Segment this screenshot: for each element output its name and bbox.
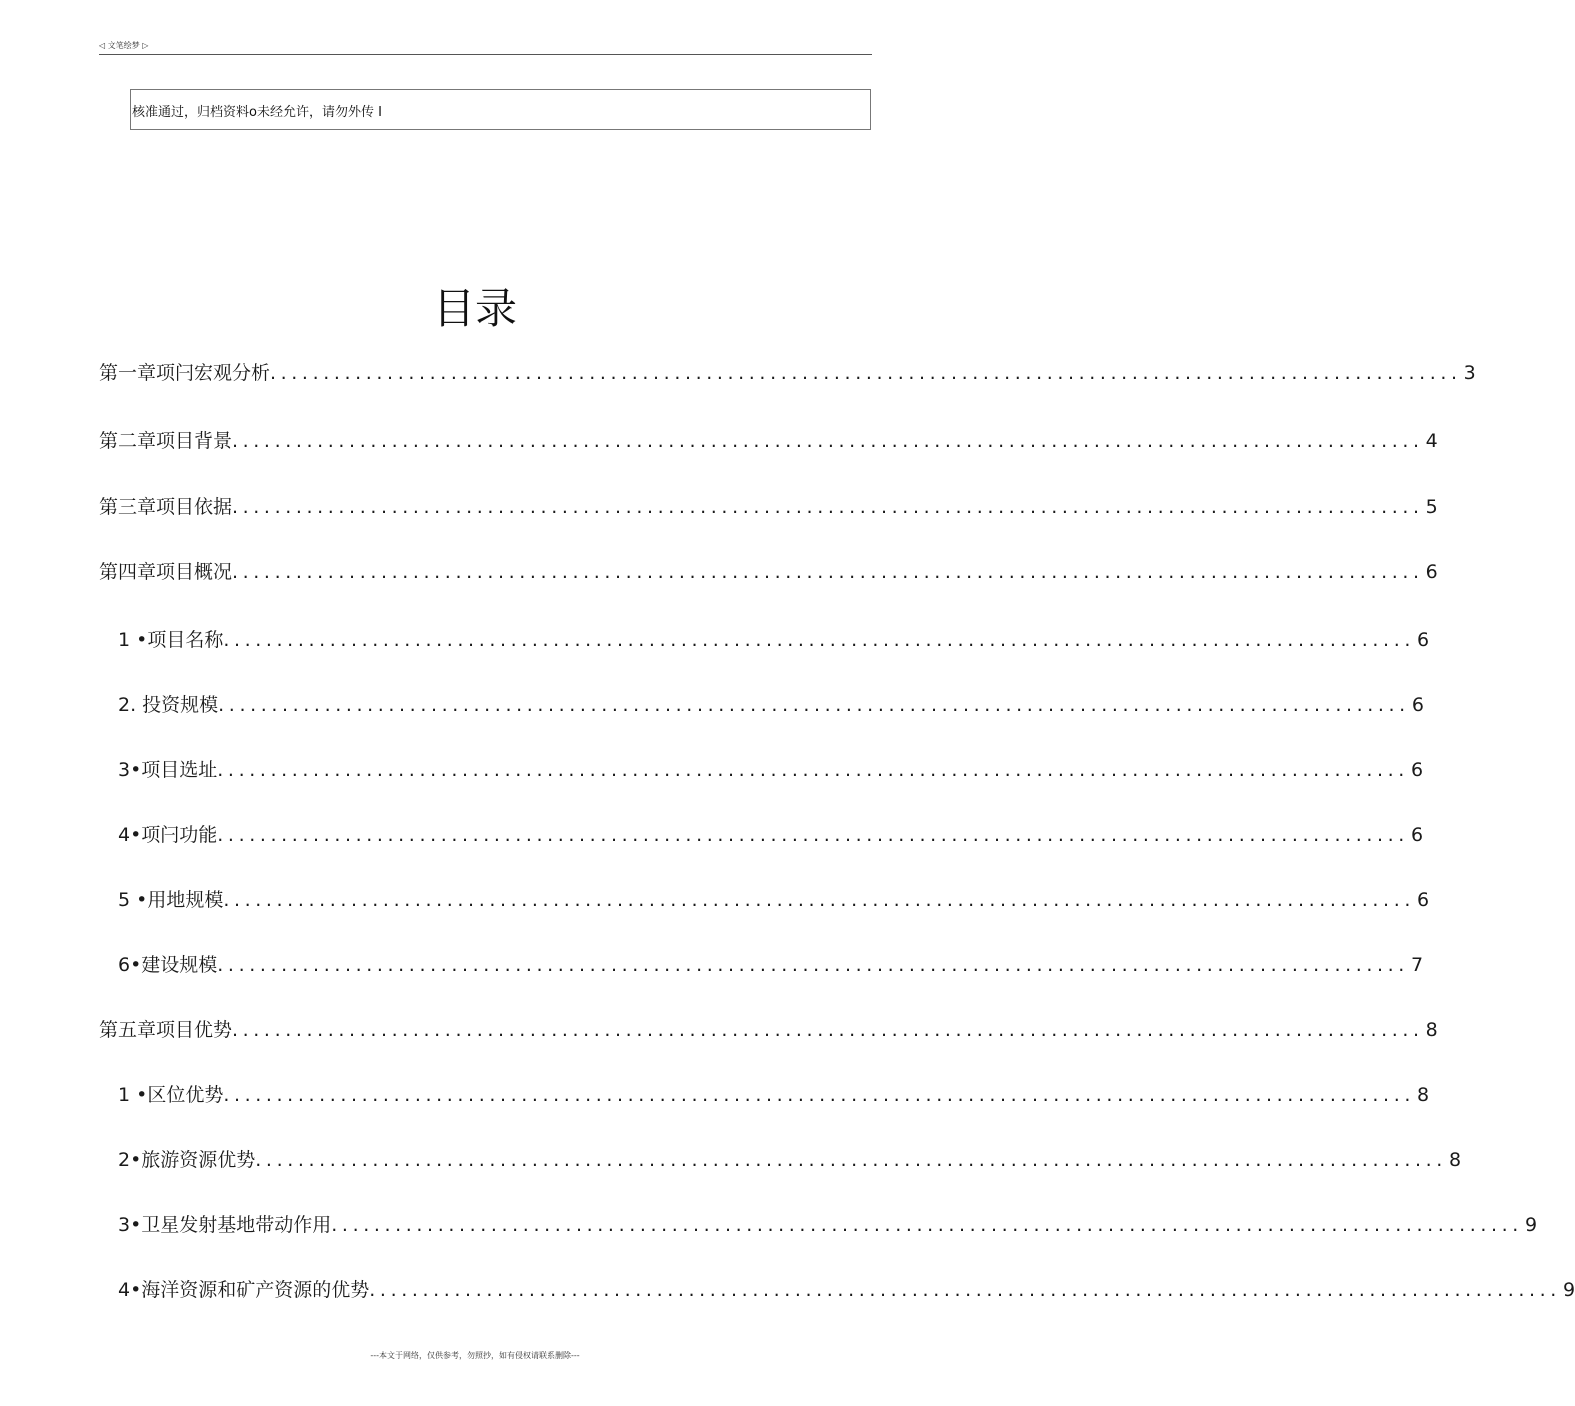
toc-entry-label: 3•卫星发射基地带动作用	[118, 1214, 332, 1236]
toc-dot-leader: ................................................................................................................	[232, 496, 1424, 518]
toc-page-number: 3	[1463, 362, 1476, 384]
toc-entry[interactable]	[118, 887, 1430, 913]
toc-dot-leader: ................................................................................................................	[223, 1084, 1415, 1106]
toc-entry[interactable]	[99, 494, 1438, 520]
toc-entry-label: 4•海洋资源和矿产资源的优势	[118, 1279, 370, 1301]
toc-entry-label: 4•项闩功能	[118, 824, 218, 846]
toc-dot-leader: ................................................................................................................	[369, 1279, 1561, 1301]
toc-page-number: 7	[1410, 954, 1424, 976]
toc-dot-leader: ................................................................................................................	[331, 1214, 1523, 1236]
toc-entry[interactable]	[99, 360, 1476, 386]
notice-text: 核准通过，归档资料o未经允许，请勿外传 I	[132, 105, 382, 120]
toc-page-number: 6	[1410, 824, 1424, 846]
toc-entry[interactable]	[99, 1017, 1438, 1043]
toc-page-number: 6	[1416, 889, 1430, 911]
toc-title: 目录	[432, 284, 517, 333]
toc-page-number: 5	[1425, 496, 1438, 518]
toc-dot-leader: ................................................................................................................	[270, 362, 1462, 384]
toc-page-number: 6	[1416, 629, 1430, 651]
toc-page-number: 9	[1562, 1279, 1575, 1301]
toc-entry-label: 第三章项目依据	[99, 496, 233, 518]
toc-entry-label: 第四章项目概况	[99, 561, 233, 583]
header-divider	[99, 54, 872, 55]
toc-entry-label: 第五章项目优势	[99, 1019, 233, 1041]
toc-dot-leader: ................................................................................................................	[255, 1149, 1447, 1171]
toc-entry-label: 第一章项闩宏观分析	[99, 362, 271, 384]
notice-box	[130, 89, 871, 130]
toc-dot-leader: ................................................................................................................	[218, 694, 1410, 716]
toc-dot-leader: ................................................................................................................	[232, 1019, 1424, 1041]
toc-entry-label: 3•项目选址	[118, 759, 218, 781]
toc-page-number: 9	[1524, 1214, 1538, 1236]
toc-entry[interactable]	[118, 627, 1430, 653]
toc-entry[interactable]	[118, 952, 1424, 978]
toc-entry-label: 第二章项目背景	[99, 430, 233, 452]
toc-entry[interactable]	[118, 757, 1424, 783]
toc-entry[interactable]	[118, 1277, 1575, 1303]
toc-dot-leader: ................................................................................................................	[217, 824, 1409, 846]
toc-page-number: 8	[1416, 1084, 1430, 1106]
toc-entry[interactable]	[118, 822, 1424, 848]
toc-entry-label: 6•建设规模	[118, 954, 218, 976]
toc-entry[interactable]	[118, 1212, 1538, 1238]
toc-dot-leader: ................................................................................................................	[223, 889, 1415, 911]
toc-entry[interactable]	[99, 428, 1438, 454]
toc-page-number: 4	[1425, 430, 1438, 452]
toc-entry-label: 1 •区位优势	[118, 1084, 224, 1106]
toc-dot-leader: ................................................................................................................	[232, 430, 1424, 452]
toc-page-number: 8	[1425, 1019, 1438, 1041]
toc-page-number: 6	[1410, 759, 1424, 781]
toc-entry-label: 5 •用地规模	[118, 889, 224, 911]
footer-note: ---本文于网络，仅供参考，勿照抄，如有侵权请联系删除---	[370, 1351, 580, 1360]
toc-dot-leader: ................................................................................................................	[232, 561, 1424, 583]
toc-entry-label: 2. 投资规模	[118, 694, 219, 716]
toc-entry[interactable]	[99, 559, 1438, 585]
toc-entry-label: 2•旅游资源优势	[118, 1149, 256, 1171]
toc-dot-leader: ................................................................................................................	[217, 759, 1409, 781]
toc-dot-leader: ................................................................................................................	[217, 954, 1409, 976]
toc-entry[interactable]	[118, 1082, 1430, 1108]
toc-page-number: 6	[1425, 561, 1438, 583]
toc-dot-leader: ................................................................................................................	[223, 629, 1415, 651]
toc-page-number: 6	[1411, 694, 1424, 716]
toc-entry[interactable]	[118, 1147, 1462, 1173]
toc-page-number: 8	[1448, 1149, 1462, 1171]
toc-entry[interactable]	[118, 692, 1424, 718]
header-mark: ◁ 文笔绘梦 ▷	[99, 41, 149, 50]
toc-entry-label: 1 •项目名称	[118, 629, 224, 651]
